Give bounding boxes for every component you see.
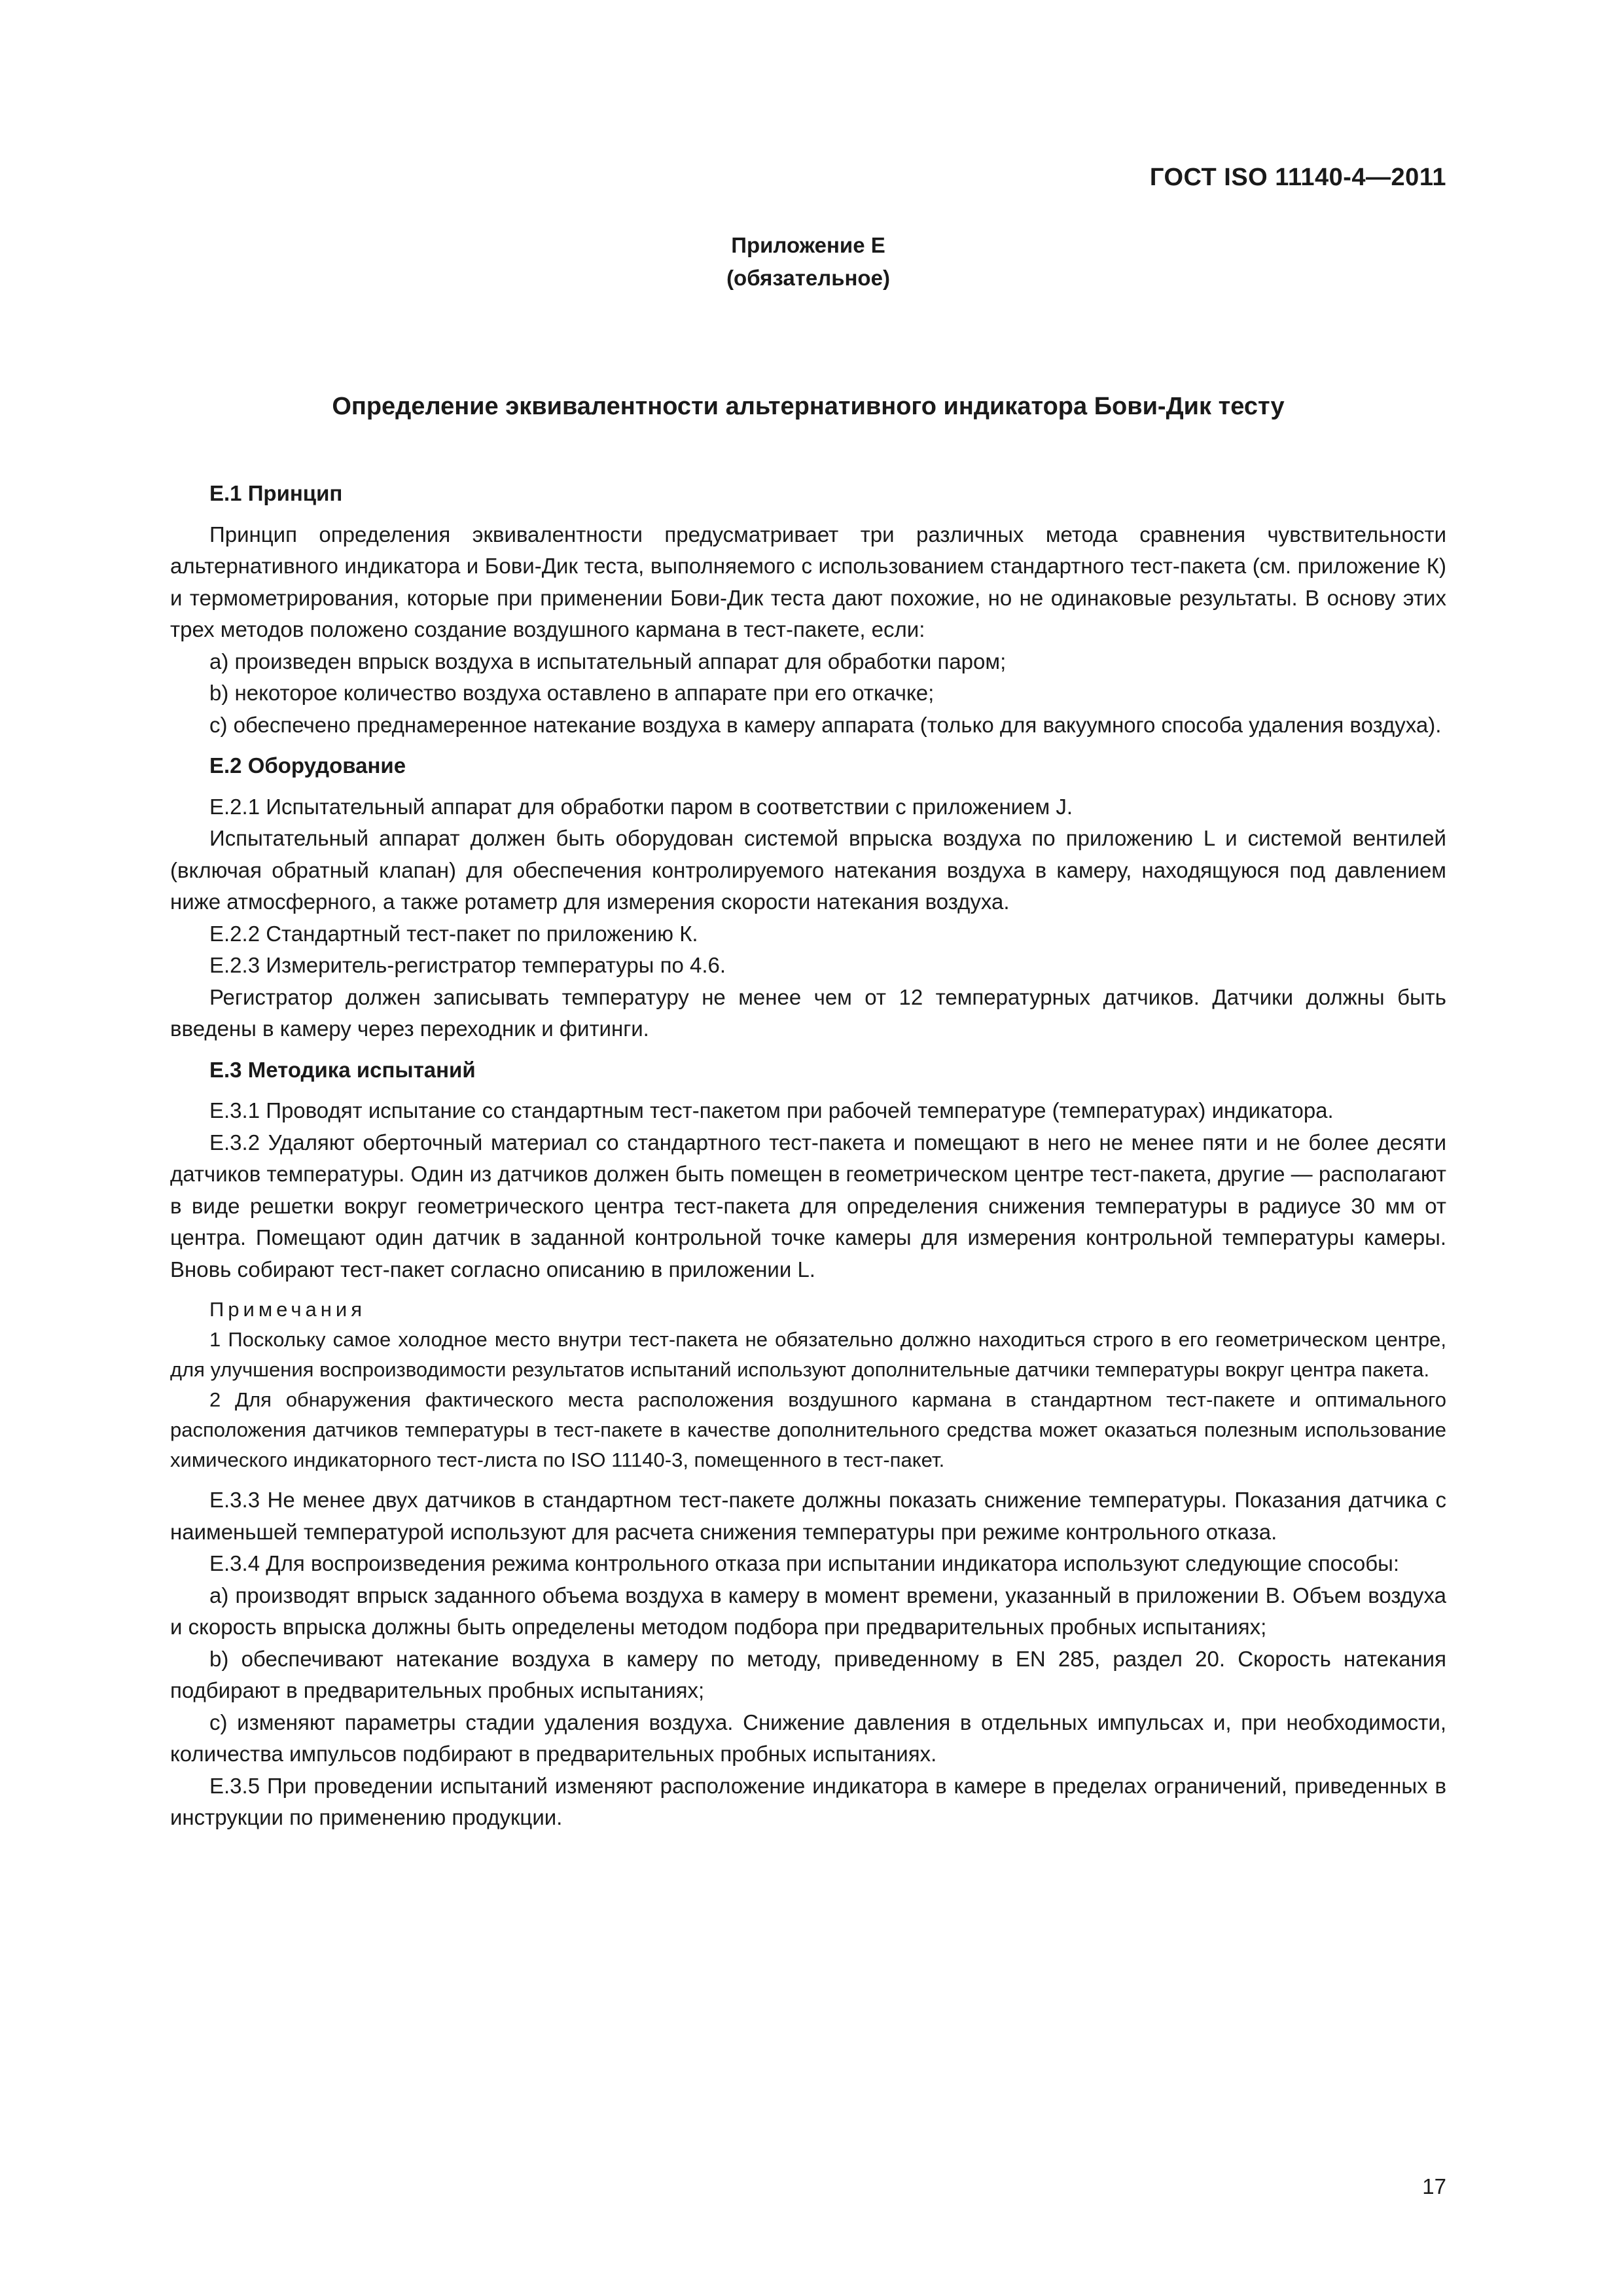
paragraph: Е.2.2 Стандартный тест-пакет по приложению К.: [209, 921, 698, 946]
notes-heading: Примечания: [209, 1298, 366, 1321]
paragraph: Е.3.4 Для воспроизведения режима контрольного отказа при испытании индикатора используют следующие способы:: [209, 1551, 1400, 1575]
list-item: с) обеспечено преднамеренное натекание воздуха в камеру аппарата (только для вакуумного способа удаления воздуха).: [209, 712, 1442, 737]
list-item: а) производят впрыск заданного объема воздуха в камеру в момент времени, указанный в приложении В. Объем воздуха и скорость впрыска должны быть определены методом подбора при предварительных пробных испытаниях;: [170, 1583, 1446, 1639]
note: 1 Поскольку самое холодное место внутри тест-пакета не обязательно должно находиться строго в его геометрическом центре, для улучшения воспроизводимости результатов испытаний используют дополнительные датчики температуры вокруг центра пакета.: [170, 1328, 1446, 1381]
body-text: [170, 471, 1446, 1834]
paragraph: Регистратор должен записывать температуру не менее чем от 12 температурных датчиков. Датчики должны быть введены в камеру через переходник и фитинги.: [170, 984, 1446, 1041]
main-title: Определение эквивалентности альтернативного индикатора Бови-Дик тесту: [332, 393, 1285, 420]
paragraph: Е.3.5 При проведении испытаний изменяют расположение индикатора в камере в пределах ограничений, приведенных в инструкции по применению продукции.: [170, 1773, 1446, 1829]
paragraph: Е.3.3 Не менее двух датчиков в стандартном тест-пакете должны показать снижение температуры. Показания датчика с наименьшей температурой используют для расчета снижения температуры при режиме контрольного отказа.: [170, 1488, 1446, 1544]
annex-header: [170, 229, 1446, 295]
paragraph: Испытательный аппарат должен быть оборудован системой впрыска воздуха по приложению L и системой вентилей (включая обратный клапан) для обеспечения контролируемого натекания воздуха в камеру, находящуюся под давлением ниже атмосферного, а также ротаметр для измерения скорости натекания воздуха.: [170, 826, 1446, 914]
section-heading-e3: E.3 Методика испытаний: [209, 1057, 476, 1082]
list-item: а) произведен впрыск воздуха в испытательный аппарат для обработки паром;: [209, 649, 1007, 673]
paragraph: Е.3.1 Проводят испытание со стандартным тест-пакетом при рабочей температуре (температурах) индикатора.: [209, 1098, 1334, 1122]
paragraph: Принцип определения эквивалентности предусматривает три различных метода сравнения чувствительности альтернативного индикатора и Бови-Дик теста, выполняемого с использованием стандартного тест-пакета (см. приложение К) и термометрирования, которые при применении Бови-Дик теста дают похожие, но не одинаковые результаты. В основу этих трех методов положено создание воздушного кармана в тест-пакете, если:: [170, 522, 1446, 641]
section-heading-e2: E.2 Оборудование: [209, 753, 406, 778]
paragraph: Е.3.2 Удаляют оберточный материал со стандартного тест-пакета и помещают в него не менее пяти и не более десяти датчиков температуры. Один из датчиков должен быть помещен в геометрическом центре тест-пакета, другие — располагают в виде решетки вокруг геометрического центра тест-пакета для определения снижения температуры в радиусе 30 мм от центра. Помещают один датчик в заданной контрольной точке камеры для измерения контрольной температуры камеры. Вновь собирают тест-пакет согласно описанию в приложении L.: [170, 1130, 1446, 1282]
annex-status: (обязательное): [726, 266, 890, 290]
page-number: 17: [1422, 2174, 1446, 2198]
list-item: с) изменяют параметры стадии удаления воздуха. Снижение давления в отдельных импульсах и, при необходимости, количества импульсов подбирают в предварительных пробных испытаниях.: [170, 1710, 1446, 1766]
document-number: ГОСТ ISO 11140-4—2011: [1149, 164, 1446, 191]
list-item: b) некоторое количество воздуха оставлено в аппарате при его откачке;: [209, 681, 935, 705]
paragraph: Е.2.1 Испытательный аппарат для обработки паром в соответствии с приложением J.: [209, 794, 1073, 819]
note: 2 Для обнаружения фактического места расположения воздушного кармана в стандартном тест-пакете и оптимального расположения датчиков температуры в тест-пакете в качестве дополнительного средства может оказаться полезным использование химического индикаторного тест-листа по ISO 11140-3, помещенного в тест-пакет.: [170, 1388, 1446, 1471]
paragraph: Е.2.3 Измеритель-регистратор температуры по 4.6.: [209, 953, 726, 977]
annex-title: Приложение E: [731, 233, 885, 257]
document-page: [170, 157, 1446, 2199]
list-item: b) обеспечивают натекание воздуха в камеру по методу, приведенному в EN 285, раздел 20. Скорость натекания подбирают в предварительных пробных испытаниях;: [170, 1646, 1446, 1702]
section-heading-e1: E.1 Принцип: [209, 481, 343, 505]
